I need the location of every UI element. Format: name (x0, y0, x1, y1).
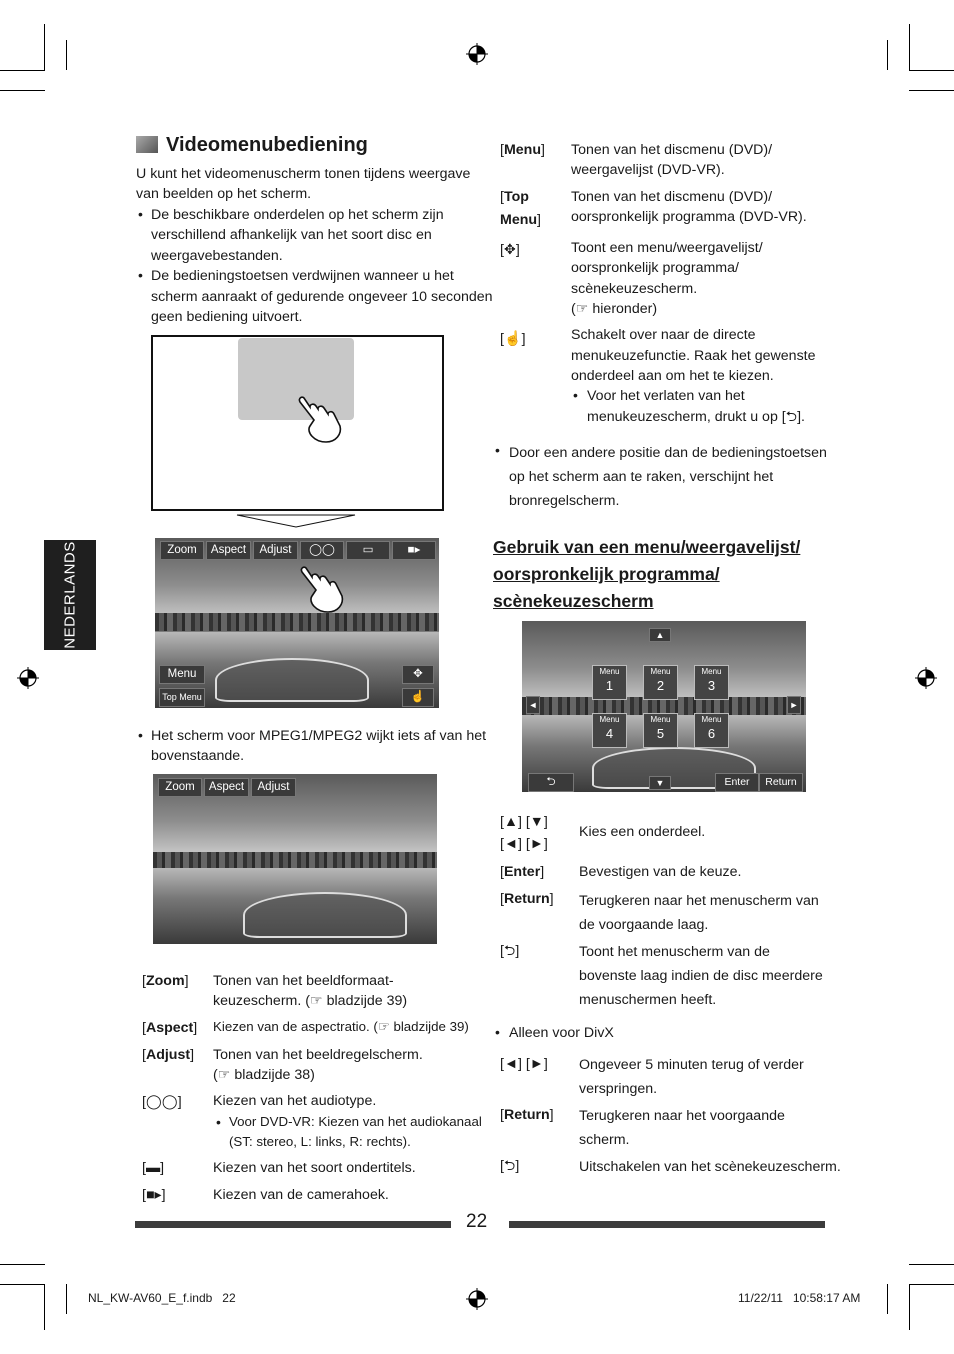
section-title: Videomenubediening (166, 134, 368, 156)
menu-item-button[interactable] (694, 713, 729, 748)
registration-mark-icon (466, 1288, 488, 1310)
desc-line: Tonen van het beeldformaat- (213, 973, 394, 989)
crop-mark (887, 40, 888, 70)
registration-mark-icon (915, 667, 937, 689)
key-cursor: [✥] (500, 242, 520, 258)
key-return: [Return] (500, 1107, 554, 1123)
menu-item-button[interactable] (643, 713, 678, 748)
intro-line: U kunt het videomenuscherm tonen tijdens weergave (136, 166, 471, 182)
subtitle-button[interactable] (346, 541, 390, 560)
right-arrow-icon: ► (789, 700, 799, 710)
desc-line: Kiezen van de camerahoek. (213, 1187, 389, 1203)
enter-button[interactable]: Enter (715, 773, 759, 792)
crop-mark (66, 1284, 67, 1314)
subtitle-icon: ▭ (362, 544, 374, 556)
menu-item-number: 1 (605, 678, 614, 693)
footer-file-info: NL_KW-AV60_E_f.indb 22 (88, 1291, 236, 1305)
menu-item-label: Menu (599, 667, 620, 676)
desc-text: menukeuzescherm, drukt u op [ (587, 409, 786, 425)
cursor-arrows-icon: ✥ (413, 668, 423, 680)
key-direct: [☝] (500, 331, 526, 347)
key-label: Menu (503, 142, 541, 158)
desc-line (587, 407, 805, 427)
desc-line: (ST: stereo, L: links, R: rechts). (229, 1134, 411, 1149)
bullet-dot: • (573, 387, 578, 403)
language-side-tab (44, 540, 96, 650)
bullet-dot: • (216, 1114, 221, 1130)
bullet-dot: • (138, 267, 143, 283)
registration-mark-icon (17, 667, 39, 689)
direct-touch-button[interactable] (402, 688, 434, 707)
key-zoom: [Zoom] (142, 973, 189, 989)
return-icon: ⮌ (503, 1158, 516, 1174)
divx-note: Alleen voor DivX (509, 1025, 614, 1041)
menu-item-number: 3 (707, 678, 716, 693)
menu-item-number: 6 (707, 726, 716, 741)
key-label: Adjust (145, 1047, 191, 1063)
aspect-button[interactable]: Aspect (206, 541, 251, 560)
zoom-button[interactable]: Zoom (160, 541, 204, 560)
desc-line: Terugkeren naar het voorgaande (579, 1108, 785, 1124)
desc-line: Schakelt over naar de directe (571, 327, 756, 343)
desc-line: weergavelijst (DVD-VR). (571, 162, 725, 178)
crop-mark (0, 1264, 45, 1265)
subheading-line: oorspronkelijk programma/ (493, 564, 720, 584)
scroll-left-button[interactable] (526, 696, 540, 714)
desc-line: onderdeel aan om het te kiezen. (571, 368, 774, 384)
key-arrows: [◄] [►] (500, 836, 548, 852)
menu-item-button[interactable] (694, 665, 729, 700)
desc-line: oorspronkelijk programma/ (571, 260, 739, 276)
footer-timestamp: 11/22/11 10:58:17 AM (738, 1291, 861, 1305)
down-arrow-icon: ▼ (655, 778, 665, 788)
crop-mark (44, 1284, 45, 1330)
crop-mark (909, 1284, 910, 1330)
key-label: Enter (503, 864, 541, 880)
angle-button[interactable] (392, 541, 436, 560)
desc-line: oorspronkelijk programma (DVD-VR). (571, 209, 807, 225)
menu-item-button[interactable] (592, 713, 627, 748)
registration-mark-icon (466, 43, 488, 65)
key-menu: [Menu] (500, 142, 545, 158)
camera-icon: ■▸ (145, 1187, 162, 1203)
return-button[interactable]: Return (759, 773, 803, 792)
key-top-menu: Menu] (500, 212, 541, 228)
bullet-line: De bedieningstoetsen verdwijnen wanneer u het (151, 268, 454, 284)
key-back: [⮌] (500, 1158, 520, 1174)
desc-line: Voor het verlaten van het (587, 388, 745, 404)
mpeg-screen-photo (153, 774, 437, 944)
desc-line: de voorgaande laag. (579, 917, 709, 933)
scroll-down-button[interactable] (649, 776, 671, 790)
intro-line: van beelden op het scherm. (136, 186, 312, 202)
footer-bar-right (509, 1221, 825, 1228)
bullet-dot: • (138, 206, 143, 222)
scroll-right-button[interactable] (787, 696, 801, 714)
top-menu-button[interactable]: Top Menu (159, 688, 205, 707)
left-arrow-icon: ◄ (528, 700, 538, 710)
page-number: 22 (466, 1211, 488, 1232)
key-adjust: [Adjust] (142, 1047, 195, 1063)
footer-bar-left (135, 1221, 451, 1228)
key-label: Return (503, 891, 550, 907)
audio-button[interactable] (300, 541, 344, 560)
boat (243, 892, 407, 938)
subheading-line: scènekeuzescherm (493, 591, 654, 611)
desc-line: Bevestigen van de keuze. (579, 864, 742, 880)
key-subtitle: [▬] (142, 1160, 165, 1176)
desc-line: Voor DVD-VR: Kiezen van het audiokanaal (229, 1114, 482, 1129)
bullet-dot: • (138, 727, 143, 743)
adjust-button[interactable]: Adjust (251, 778, 296, 797)
menu-item-label: Menu (701, 667, 722, 676)
crop-mark (909, 90, 954, 91)
section-marker (136, 136, 158, 153)
hand-icon: ☝ (410, 691, 426, 703)
key-aspect: [Aspect] (142, 1020, 198, 1036)
menu-item-label: Menu (599, 715, 620, 724)
menu-item-button[interactable] (592, 665, 627, 700)
bullet-line: scherm aanraakt of gedurende ongeveer 10 seconden (151, 289, 493, 305)
menu-screen-photo (522, 621, 806, 792)
key-arrows: [◄] [►] (500, 1056, 548, 1072)
boat (215, 658, 369, 702)
bullet-line: op het scherm aan te raken, verschijnt het (509, 469, 774, 485)
desc-line: Tonen van het discmenu (DVD)/ (571, 189, 773, 205)
desc-line: Toont het menuscherm van de (579, 944, 770, 960)
return-icon: ⮌ (503, 943, 516, 959)
desc-line: Terugkeren naar het menuscherm van (579, 893, 819, 909)
side-tab-label: NEDERLANDS (61, 541, 79, 649)
menu-item-number: 2 (656, 678, 665, 693)
audio-icon: ◯◯ (309, 544, 335, 556)
bullet-line: verschillend afhankelijk van het soort disc en (151, 227, 432, 243)
menu-item-label: Menu (650, 667, 671, 676)
desc-text: ]. (797, 409, 805, 425)
return-icon: ⮌ (546, 776, 556, 788)
desc-line: Ongeveer 5 minuten terug of verder (579, 1057, 804, 1073)
desc-line: (☞ hieronder) (571, 301, 658, 317)
mpeg-note-line: Het scherm voor MPEG1/MPEG2 wijkt iets af van het (151, 728, 487, 744)
hand-touch-icon (294, 566, 350, 616)
crop-mark (0, 90, 45, 91)
bullet-line: De beschikbare onderdelen op het scherm zijn (151, 207, 444, 223)
bullet-dot: • (495, 1024, 500, 1040)
back-button[interactable] (528, 773, 574, 792)
crop-mark (909, 1284, 954, 1285)
desc-line: (☞ bladzijde 38) (213, 1067, 315, 1083)
subtitle-icon: ▬ (145, 1160, 161, 1176)
hand-icon: ☝ (503, 331, 522, 347)
up-arrow-icon: ▲ (655, 630, 665, 640)
menu-item-label: Menu (701, 715, 722, 724)
bullet-line: Door een andere positie dan de bedieningstoetsen (509, 445, 827, 461)
crop-mark (887, 1284, 888, 1314)
zoom-button[interactable]: Zoom (158, 778, 202, 797)
desc-line: menuschermen heeft. (579, 992, 717, 1008)
key-label: Menu (500, 212, 538, 228)
menu-item-button[interactable] (643, 665, 678, 700)
desc-line: Kiezen van de aspectratio. (☞ bladzijde 39) (213, 1019, 469, 1034)
bullet-line: weergavebestanden. (151, 248, 283, 264)
key-label: Aspect (145, 1020, 194, 1036)
menu-item-label: Menu (650, 715, 671, 724)
bullet-dot: • (495, 442, 500, 458)
audio-icon: ◯◯ (145, 1094, 178, 1110)
cursor-arrows-icon: ✥ (503, 242, 516, 258)
cursor-button[interactable] (402, 665, 434, 684)
aspect-button[interactable]: Aspect (204, 778, 249, 797)
mpeg-note-line: bovenstaande. (151, 748, 245, 764)
scroll-up-button[interactable] (649, 628, 671, 642)
key-top-menu: [Top (500, 189, 529, 205)
adjust-button[interactable]: Adjust (253, 541, 298, 560)
crop-mark (66, 40, 67, 70)
desc-line: scherm. (579, 1132, 630, 1148)
key-angle: [■▸] (142, 1187, 166, 1203)
camera-icon: ■▸ (407, 544, 421, 556)
return-icon: ⮌ (785, 409, 798, 425)
key-return: [Return] (500, 891, 554, 907)
desc-line: Uitschakelen van het scènekeuzescherm. (579, 1159, 841, 1175)
down-arrow-icon (236, 514, 356, 528)
desc-line: keuzescherm. (☞ bladzijde 39) (213, 993, 408, 1009)
crop-mark (44, 24, 45, 70)
desc-line: menukeuzefunctie. Raak het gewenste (571, 348, 816, 364)
crop-mark (0, 70, 45, 71)
desc-line: Kies een onderdeel. (579, 824, 706, 840)
crop-mark (909, 1264, 954, 1265)
key-audio: [◯◯] (142, 1094, 182, 1110)
bullet-line: geen bediening uitvoert. (151, 309, 303, 325)
desc-line: Tonen van het discmenu (DVD)/ (571, 142, 773, 158)
key-label: Zoom (145, 973, 185, 989)
desc-line: bovenste laag indien de disc meerdere (579, 968, 823, 984)
key-arrows: [▲] [▼] (500, 814, 548, 830)
desc-line: Tonen van het beeldregelscherm. (213, 1047, 423, 1063)
key-back: [⮌] (500, 943, 520, 959)
desc-line: Toont een menu/weergavelijst/ (571, 240, 763, 256)
crop-mark (909, 70, 954, 71)
desc-line: scènekeuzescherm. (571, 281, 698, 297)
desc-line: verspringen. (579, 1081, 658, 1097)
desc-line: Kiezen van het soort ondertitels. (213, 1160, 416, 1176)
hand-touch-icon (292, 396, 348, 446)
menu-item-number: 5 (656, 726, 665, 741)
subheading-line: Gebruik van een menu/weergavelijst/ (493, 537, 801, 557)
desc-line: Kiezen van het audiotype. (213, 1093, 377, 1109)
key-label: Top (503, 189, 529, 205)
menu-item-number: 4 (605, 726, 614, 741)
crop-mark (909, 24, 910, 70)
key-enter: [Enter] (500, 864, 545, 880)
bullet-line: bronregelscherm. (509, 493, 620, 509)
key-label: Return (503, 1107, 550, 1123)
menu-button[interactable]: Menu (159, 665, 205, 684)
crop-mark (0, 1284, 45, 1285)
